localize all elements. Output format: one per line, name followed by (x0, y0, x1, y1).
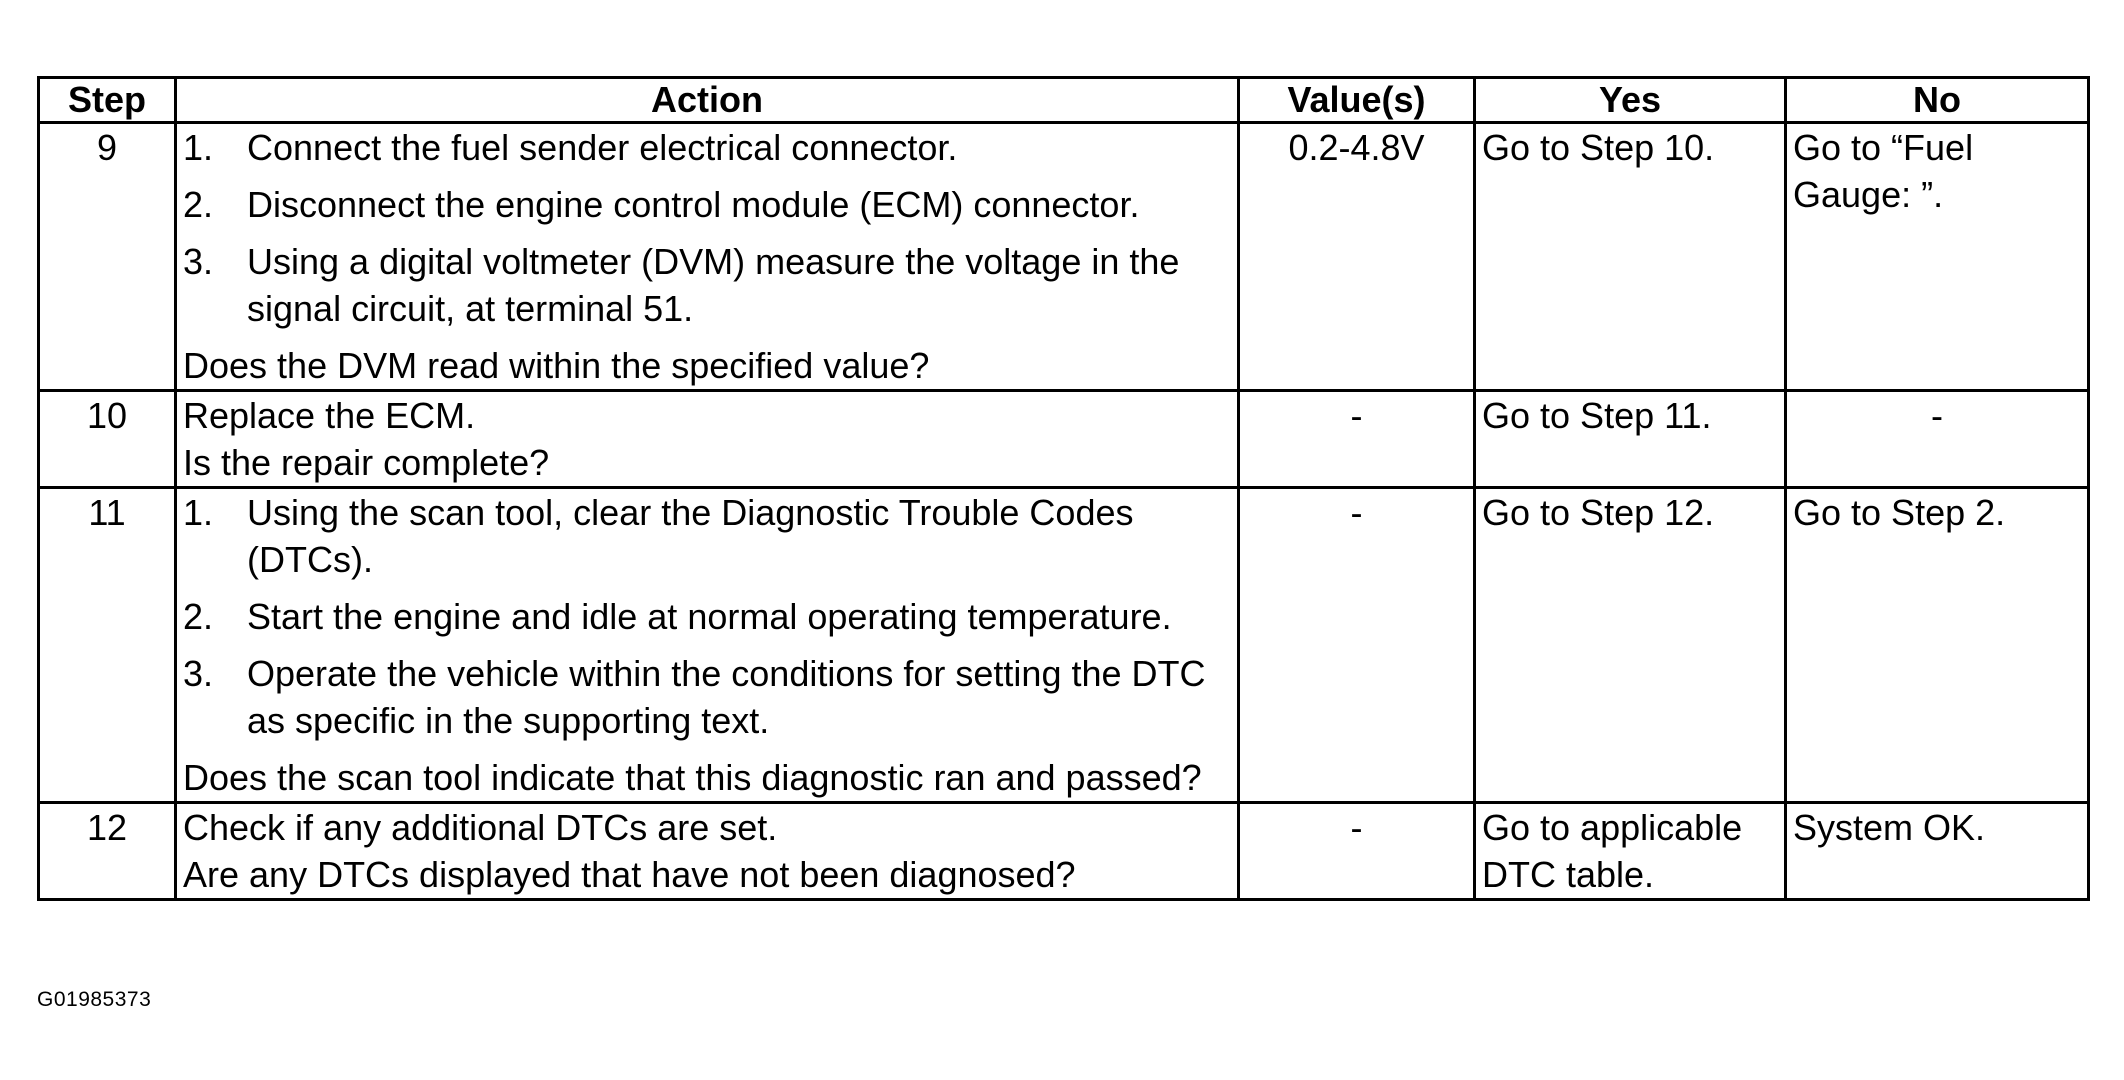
value-cell: 0.2-4.8V (1239, 123, 1475, 391)
table-row-step-12 (39, 803, 2089, 900)
substep-number: 2. (183, 184, 214, 225)
action-cell (176, 803, 1239, 900)
no-cell: System OK. (1786, 803, 2089, 900)
substep-number: 1. (183, 127, 214, 168)
question-text: Are any DTCs displayed that have not been diagnosed? (183, 854, 1076, 895)
no-cell: Go to “Fuel Gauge: ”. (1786, 123, 2089, 391)
substep (183, 650, 1231, 744)
step-number: 10 (39, 391, 176, 488)
step-number: 9 (39, 123, 176, 391)
value-cell: - (1239, 488, 1475, 803)
substep-text: Start the engine and idle at normal operating temperature. (247, 596, 1172, 637)
diagnostic-table (37, 76, 2090, 901)
value-cell: - (1239, 391, 1475, 488)
step-number: 11 (39, 488, 176, 803)
yes-cell: Go to Step 11. (1475, 391, 1786, 488)
action-cell (176, 123, 1239, 391)
table-row-step-10 (39, 391, 2089, 488)
substep (183, 238, 1231, 332)
header-yes: Yes (1475, 78, 1786, 123)
substep-text: Connect the fuel sender electrical connector. (247, 127, 958, 168)
substep-text: Disconnect the engine control module (ECM) connector. (247, 184, 1140, 225)
substep-number: 3. (183, 653, 214, 694)
step-number: 12 (39, 803, 176, 900)
substep (183, 489, 1231, 583)
action-text: Replace the ECM. (183, 395, 476, 436)
header-no: No (1786, 78, 2089, 123)
no-cell: Go to Step 2. (1786, 488, 2089, 803)
substep-text: Using the scan tool, clear the Diagnostic Trouble Codes (DTCs). (247, 492, 1134, 580)
header-action: Action (176, 78, 1239, 123)
table-row-step-11 (39, 488, 2089, 803)
figure-code: G01985373 (37, 988, 152, 1011)
yes-cell: Go to Step 12. (1475, 488, 1786, 803)
substep (183, 593, 1231, 640)
table-row-step-9 (39, 123, 2089, 391)
yes-cell: Go to Step 10. (1475, 123, 1786, 391)
action-cell (176, 488, 1239, 803)
question-text: Does the scan tool indicate that this diagnostic ran and passed? (183, 757, 1202, 798)
no-cell: - (1786, 391, 2089, 488)
substep-text: Operate the vehicle within the conditions for setting the DTC as specific in the supporting text. (247, 653, 1206, 741)
substep (183, 124, 1231, 171)
header-row (39, 78, 2089, 123)
substep-number: 2. (183, 596, 214, 637)
action-cell (176, 391, 1239, 488)
yes-cell: Go to applicable DTC table. (1475, 803, 1786, 900)
question-text: Does the DVM read within the specified value? (183, 345, 930, 386)
substep-number: 3. (183, 241, 214, 282)
header-values: Value(s) (1239, 78, 1475, 123)
question-text: Is the repair complete? (183, 442, 550, 483)
value-cell: - (1239, 803, 1475, 900)
action-text: Check if any additional DTCs are set. (183, 807, 778, 848)
substep (183, 181, 1231, 228)
header-step: Step (39, 78, 176, 123)
substep-number: 1. (183, 492, 214, 533)
substep-text: Using a digital voltmeter (DVM) measure the voltage in the signal circuit, at terminal 51. (247, 241, 1180, 329)
